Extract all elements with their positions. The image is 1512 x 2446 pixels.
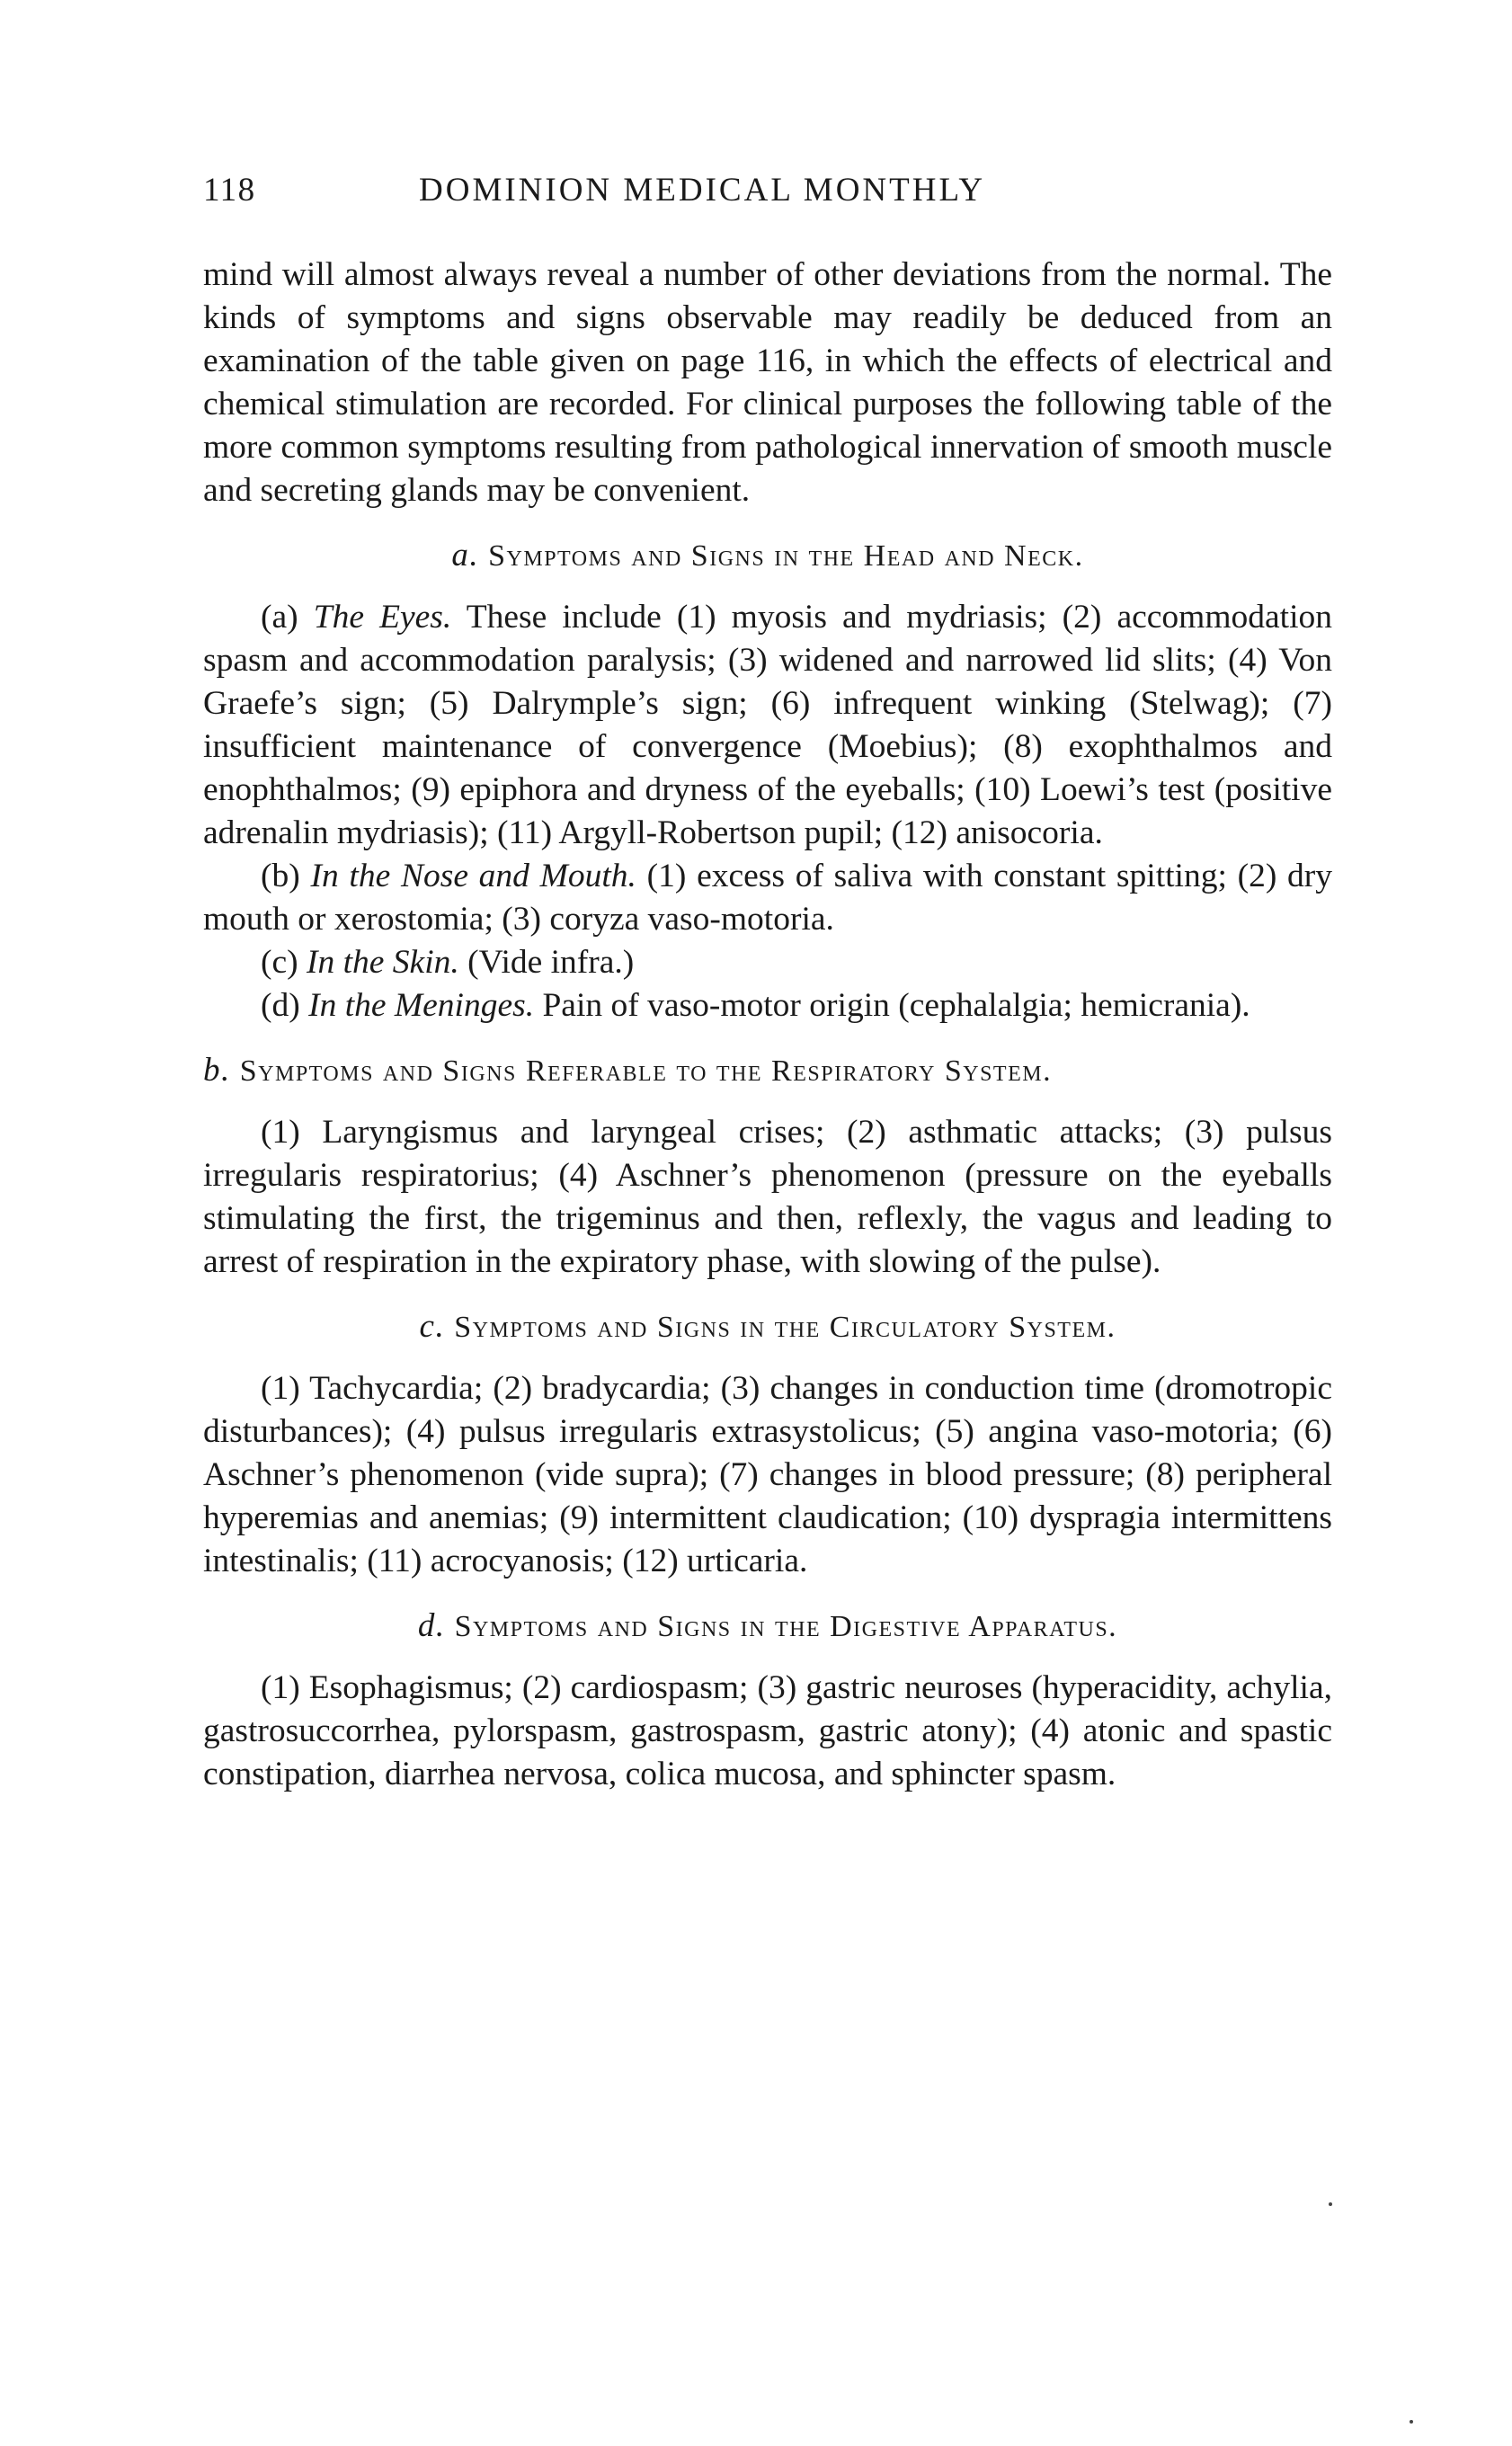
digestive-paragraph: (1) Esophagismus; (2) cardiospasm; (3) gastric neuroses (hyperacidity, achylia, gastrosuccorrhea, pylorspasm, gastrospasm, gastric atony); (4) atonic and spastic constipation, diarrhea nervosa, colica mucosa, and sphincter spasm. <box>203 1669 1332 1792</box>
skin-text: (Vide infra.) <box>467 944 635 981</box>
section-c-letter: c. <box>419 1308 446 1345</box>
section-a-heading <box>203 534 1332 578</box>
section-b-title: Symptoms and Signs Referable to the Respiratory System. <box>239 1054 1053 1088</box>
meninges-text: Pain of vaso-motor origin (cephalalgia; hemicrania). <box>542 987 1250 1024</box>
skin-label: (c) <box>261 944 298 981</box>
eyes-text: These include (1) myosis and mydriasis; (2) accommodation spasm and accommodation paralysis; (3) widened and narrowed lid slits; (4) Von Graefe’s sign; (5) Dalrymple’s sign; (6) infrequent winking (Stelwag); (7) insufficient maintenance of convergence (Moebius); (8) exophthalmos and enophthalmos; (9) epiphora and dryness of the eyeballs; (10) Loewi’s test (positive adrenalin mydriasis); (11) Argyll-Robertson pupil; (12) anisocoria. <box>203 599 1332 851</box>
nose-paragraph <box>203 855 1332 941</box>
journal-title: DOMINION MEDICAL MONTHLY <box>419 172 986 209</box>
circulatory-paragraph: (1) Tachycardia; (2) bradycardia; (3) changes in conduction time (dromotropic disturbances); (4) pulsus irregularis extrasystolicus; (5) angina vaso-motoria; (6) Aschner’s phenomenon (vide supra); (7) changes in blood pressure; (8) peripheral hyperemias and anemias; (9) intermittent claudication; (10) dyspragia intermittens intestinalis; (11) acrocyanosis; (12) urticaria. <box>203 1370 1332 1579</box>
section-c-title: Symptoms and Signs in the Circulatory System. <box>454 1311 1116 1344</box>
skin-paragraph <box>203 941 1332 984</box>
nose-text: (1) excess of saliva with constant spitting; (2) dry mouth or xerostomia; (3) coryza vaso-motoria. <box>203 858 1333 938</box>
nose-label: (b) <box>261 858 300 894</box>
section-d-title: Symptoms and Signs in the Digestive Apparatus. <box>454 1610 1118 1643</box>
nose-subhead: In the Nose and Mouth. <box>310 858 636 894</box>
eyes-label: (a) <box>261 599 298 636</box>
page-number: 118 <box>203 172 256 209</box>
eyes-subhead: The Eyes. <box>313 599 452 636</box>
section-b-heading <box>203 1049 1332 1093</box>
section-c-heading <box>203 1305 1332 1349</box>
running-head <box>203 171 1332 225</box>
section-d-heading <box>203 1605 1332 1649</box>
respiratory-paragraph: (1) Laryngismus and laryngeal crises; (2) asthmatic attacks; (3) pulsus irregularis respiratorius; (4) Aschner’s phenomenon (pressure on the eyeballs stimulating the first, the trigeminus and then, reflexly, the vagus and leading to arrest of respiration in the expiratory phase, with slowing of the pulse). <box>203 1114 1332 1280</box>
print-speck <box>1410 2420 1413 2424</box>
print-speck <box>1329 2202 1332 2206</box>
section-d-letter: d. <box>417 1607 446 1644</box>
intro-paragraph: mind will almost always reveal a number of other deviations from the normal. The kinds of symptoms and signs observable may readily be deduced from an examination of the table given on page 116, in which the effects of electrical and chemical stimulation are recorded. For clinical purposes the following table of the more common symptoms resulting from pathological innervation of smooth muscle and secreting glands may be convenient. <box>203 256 1332 509</box>
page <box>203 171 1332 1796</box>
article-body <box>203 253 1332 1796</box>
skin-subhead: In the Skin. <box>307 944 459 981</box>
eyes-paragraph <box>203 596 1332 855</box>
section-a-title: Symptoms and Signs in the Head and Neck. <box>488 539 1084 573</box>
section-a-letter: a. <box>451 537 480 574</box>
meninges-label: (d) <box>261 987 300 1024</box>
meninges-subhead: In the Meninges. <box>308 987 535 1024</box>
section-b-letter: b. <box>203 1052 231 1089</box>
meninges-paragraph <box>203 984 1332 1027</box>
